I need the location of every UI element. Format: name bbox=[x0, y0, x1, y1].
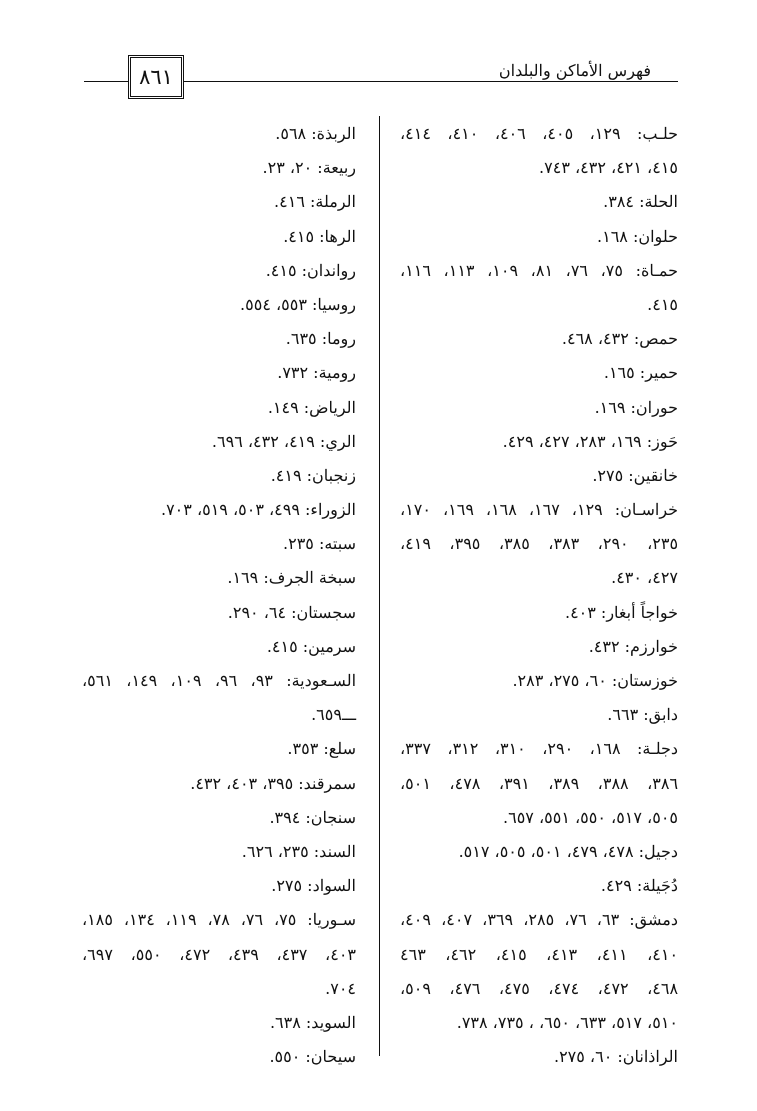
index-entry-line: ربيعة: ٢٠، ٢٣. bbox=[262, 158, 356, 178]
index-entry-line: السويد: ٦٣٨. bbox=[269, 1012, 356, 1032]
index-entry-line: زنجبان: ٤١٩. bbox=[270, 465, 356, 485]
index-entry-line: ٣٨٦، ٣٨٨، ٣٨٩، ٣٩١، ٤٧٨، ٥٠١، bbox=[400, 773, 679, 793]
index-entry-line: روما: ٦٣٥. bbox=[285, 329, 356, 349]
index-entry-line: رواندان: ٤١٥. bbox=[265, 260, 356, 280]
index-entry-line: السواد: ٢٧٥. bbox=[271, 876, 356, 896]
index-entry-line: ٤١٥، ٤٢١، ٤٣٢، ٧٤٣. bbox=[539, 158, 678, 178]
index-entry-line: الحلة: ٣٨٤. bbox=[603, 192, 678, 212]
index-entry-line: السند: ٢٣٥، ٦٢٦. bbox=[241, 841, 356, 861]
index-entry-line: سلع: ٣٥٣. bbox=[287, 739, 356, 759]
index-entry-line: ٥١٠، ٥١٧، ٦٣٣، ٦٥٠، ، ٧٣٥، ٧٣٨. bbox=[456, 1012, 678, 1032]
index-entry-line: ٤١٠، ٤١١، ٤١٣، ٤١٥، ٤٦٢، ٤٦٣ bbox=[400, 944, 679, 964]
index-entry-line: الزوراء: ٤٩٩، ٥٠٣، ٥١٩، ٧٠٣. bbox=[160, 500, 356, 520]
index-entry-line: الرملة: ٤١٦. bbox=[274, 192, 356, 212]
index-entry-line: روسيا: ٥٥٣، ٥٥٤. bbox=[240, 294, 356, 314]
index-entry-line: الربذة: ٥٦٨. bbox=[275, 124, 356, 143]
index-column-right bbox=[400, 117, 678, 1074]
index-entry-line: خواجاً أبغار: ٤٠٣. bbox=[564, 602, 678, 622]
index-entry-line: السـعودية: ٩٣، ٩٦، ١٠٩، ١٤٩، ٥٦١، bbox=[82, 671, 357, 690]
index-entry-line: دُجَيلة: ٤٢٩. bbox=[600, 876, 678, 896]
index-entry-line: سمرقند: ٣٩٥، ٤٠٣، ٤٣٢. bbox=[190, 773, 356, 793]
index-entry-line: سجستان: ٦٤، ٢٩٠. bbox=[227, 602, 356, 622]
index-entry-line: الرها: ٤١٥. bbox=[283, 226, 356, 246]
index-entry-line: الراذانان: ٦٠، ٢٧٥. bbox=[553, 1047, 678, 1067]
index-entry-line: حمير: ١٦٥. bbox=[603, 363, 678, 383]
index-entry-line: سنجان: ٣٩٤. bbox=[269, 807, 356, 827]
index-entry-line: ٢٣٥، ٢٩٠، ٣٨٣، ٣٨٥، ٣٩٥، ٤١٩، bbox=[400, 534, 679, 554]
index-entry-line: سبخة الجرف: ١٦٩. bbox=[227, 568, 356, 588]
index-entry-line: ٤٢٧، ٤٣٠. bbox=[611, 568, 678, 588]
index-entry-line: حَوز: ١٦٩، ٢٨٣، ٤٢٧، ٤٢٩. bbox=[502, 431, 678, 451]
index-entry-line: دابق: ٦٦٣. bbox=[607, 705, 678, 725]
header-rule-left bbox=[84, 81, 128, 82]
index-entry-line: ٧٠٤. bbox=[325, 978, 356, 998]
index-entry-line: دمشق: ٦٣، ٧٦، ٢٨٥، ٣٦٩، ٤٠٧، ٤٠٩، bbox=[400, 910, 678, 930]
index-entry-line: سيحان: ٥٥٠. bbox=[269, 1047, 356, 1067]
index-entry-line: ٥٠٥، ٥١٧، ٥٥٠، ٥٥١، ٦٥٧. bbox=[503, 807, 678, 827]
index-entry-line: دجلـة: ١٦٨، ٢٩٠، ٣١٠، ٣١٢، ٣٣٧، bbox=[400, 739, 679, 759]
index-entry-line: ٤٠٣، ٤٣٧، ٤٣٩، ٤٧٢، ٥٥٠، ٦٩٧، bbox=[82, 944, 356, 964]
index-entry-line: سرمين: ٤١٥. bbox=[266, 636, 356, 656]
index-entry-line: الرياض: ١٤٩. bbox=[267, 397, 356, 417]
index-column-left bbox=[82, 117, 356, 1074]
index-entry-line: خراسـان: ١٢٩، ١٦٧، ١٦٨، ١٦٩، ١٧٠، bbox=[400, 500, 679, 520]
header-rule-right bbox=[184, 81, 678, 82]
index-entry-line: ٤٦٨، ٤٧٢، ٤٧٤، ٤٧٥، ٤٧٦، ٥٠٩، bbox=[400, 978, 679, 998]
index-entry-line: ٤١٥. bbox=[647, 294, 678, 314]
running-title: فهرس الأماكن والبلدان bbox=[470, 61, 680, 80]
column-divider bbox=[379, 116, 380, 1056]
index-entry-line: خانقين: ٢٧٥. bbox=[592, 465, 678, 485]
index-entry-line: حلوان: ١٦٨. bbox=[597, 226, 678, 246]
page-header bbox=[0, 0, 757, 110]
index-entry-line: خوارزم: ٤٣٢. bbox=[588, 636, 678, 656]
index-entry-line: خوزستان: ٦٠، ٢٧٥، ٢٨٣. bbox=[512, 671, 678, 690]
index-entry-line: سـوريا: ٧٥، ٧٦، ٧٨، ١١٩، ١٣٤، ١٨٥، bbox=[82, 910, 356, 930]
index-entry-line: حوران: ١٦٩. bbox=[594, 397, 678, 417]
page-number: ٨٦١ bbox=[128, 55, 184, 99]
index-entry-line: ـــ٦٥٩. bbox=[311, 705, 356, 725]
index-entry-line: دجيل: ٤٧٨، ٤٧٩، ٥٠١، ٥٠٥، ٥١٧. bbox=[458, 841, 678, 861]
index-entry-line: رومية: ٧٣٢. bbox=[277, 363, 356, 383]
index-entry-line: حمص: ٤٣٢، ٤٦٨. bbox=[561, 329, 678, 349]
index-entry-line: الري: ٤١٩، ٤٣٢، ٦٩٦. bbox=[211, 431, 356, 451]
index-entry-line: حلـب: ١٢٩، ٤٠٥، ٤٠٦، ٤١٠، ٤١٤، bbox=[400, 124, 679, 143]
index-entry-line: حمـاة: ٧٥، ٧٦، ٨١، ١٠٩، ١١٣، ١١٦، bbox=[400, 260, 679, 280]
index-entry-line: سبته: ٢٣٥. bbox=[283, 534, 356, 554]
